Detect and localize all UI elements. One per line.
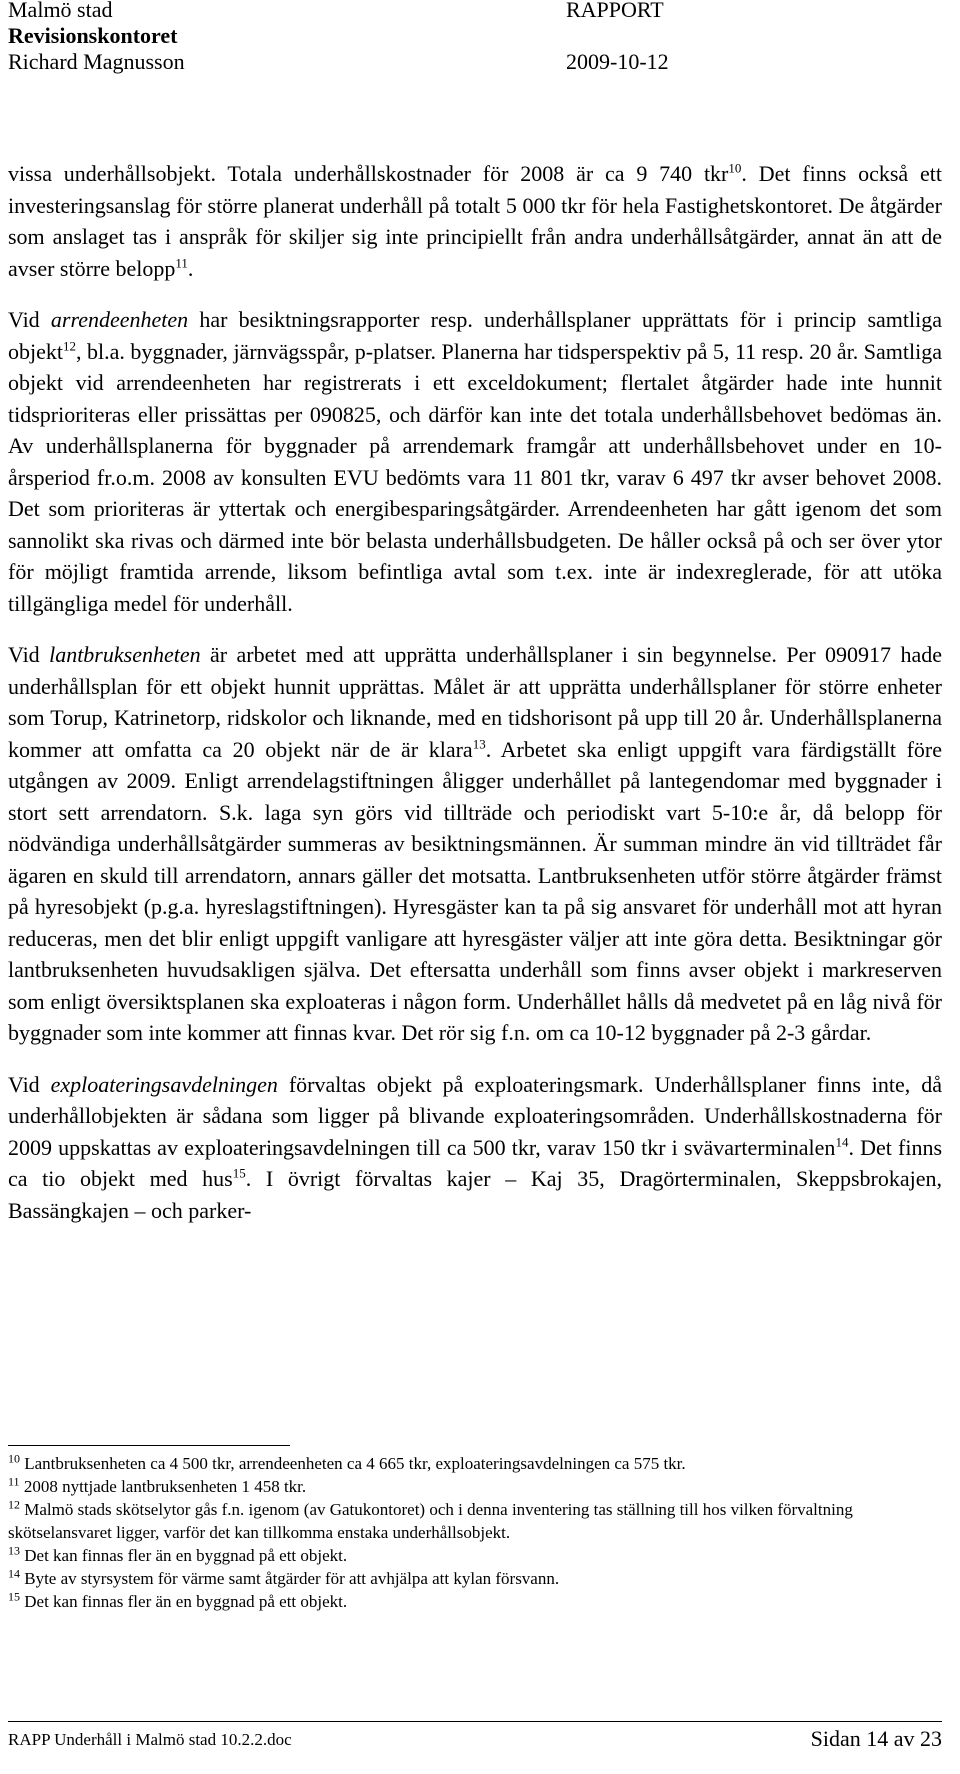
footnote-ref-10[interactable]: 10 [728,160,742,176]
report-date: 2009-10-12 [566,49,669,74]
body-text [8,158,942,1246]
footnote-ref-11[interactable]: 11 [175,255,188,271]
footnote-12: $^{12}$ Malmö stads skötselytor gås f.n. igenom (av Gatukontoret) och i denna inventering tas ställning till hos vilken förvaltning skötselansvaret ligger, varför det kan tillkomma enstaka underhållsobjekt. [8,1497,853,1542]
footnote-13: $^{13}$ Det kan finnas fler än en byggnad på ett objekt. [8,1543,348,1565]
footnote-ref-13[interactable]: 13 [472,736,486,752]
unit-name-lantbruksenheten: lantbruksenheten [49,642,201,667]
footer-filename: RAPP Underhåll i Malmö stad 10.2.2.doc [8,1730,292,1749]
page-number: Sidan 14 av 23 [810,1726,942,1751]
footnote-15: $^{15}$ Det kan finnas fler än en byggnad på ett objekt. [8,1589,348,1611]
doc-type: RAPPORT [566,0,664,22]
department: Revisionskontoret [8,23,178,48]
unit-name-arrendeenheten: arrendeenheten [50,307,189,332]
footnote-ref-14[interactable]: 14 [835,1134,849,1150]
paragraph-budget: vissa underhållsobjekt. Totala underhållskostnader för 2008 är ca 9 740 tkr$^{10}$. Det finns också ett investeringsanslag för större planerat underhåll på totalt 5 000 tkr för hela Fastighetskontoret. De åtgärder som anslaget tas i anspråk för skiljer sig inte principiellt från andra underhållsåtgärder, annat än att de avser större belopp$^{11}$. [8,160,942,281]
footnote-14: $^{14}$ Byte av styrsystem för värme samt åtgärder för att avhjälpa att kylan försvann. [8,1566,560,1588]
footnotes [8,1452,942,1613]
footnote-separator [8,1445,290,1446]
footnote-10: $^{10}$ Lantbruksenheten ca 4 500 tkr, arrendeenheten ca 4 665 tkr, exploateringsavdelningen ca 575 tkr. [8,1451,686,1473]
paragraph-lantbruksenheten: Vid lantbruksenheten är arbetet med att upprätta underhållsplaner i sin begynnelse. Per 090917 hade underhållsplan för ett objekt hunnit upprättas. Målet är att upprätta underhållsplaner för större enheter som Torup, Katrinetorp, ridskolor och liknande, med en tidshorisont på upp till 20 år. Underhållsplanerna kommer att omfatta ca 20 objekt när de är klara$^{13}$. Arbetet ska enligt uppgift vara färdigställt före utgången av 2009. Enligt arrendelagstiftningen åligger underhållet på lantegendomar med byggnader i stort sett arrendatorn. S.k. laga syn görs vid tillträde och periodiskt vart 5-10:e år, då belopp för nödvändiga underhållsåtgärder summeras av besiktningsmännen. Är summan mindre än vid tillträdet får ägaren en skuld till arrendatorn, annars gäller det motsatta. Lantbruksenheten utför större åtgärder främst på hyresobjekt (p.g.a. hyreslagstiftningen). Hyresgäster kan ta på sig ansvaret för underhåll mot att hyran reduceras, men det blir enligt uppgift vanligare att hyresgäster väljer att inte göra detta. Besiktningar gör lantbruksenheten huvudsakligen själva. Det eftersatta underhåll som finns avser objekt i markreserven som enligt översiktsplanen ska exploateras i någon form. Underhållet hålls då medvetet på en låg nivå för byggnader som inte kommer att finnas kvar. Det rör sig f.n. om ca 10-12 byggnader på 2-3 gårdar. [8,642,942,1045]
footnote-ref-15[interactable]: 15 [232,1165,246,1181]
org-name: Malmö stad [8,0,113,22]
paragraph-exploateringsavdelningen: Vid exploateringsavdelningen förvaltas objekt på exploateringsmark. Underhållsplaner finns inte, då underhållobjekten är sådana som ligger på blivande exploateringsområden. Underhållskostnaderna för 2009 uppskattas av exploateringsavdelningen till ca 500 tkr, varav 150 tkr i svävarterminalen$^{14}$. Det finns ca tio objekt med hus$^{15}$. I övrigt förvaltas kajer – Kaj 35, Dragörterminalen, Skeppsbrokajen, Bassängkajen – och parker- [8,1071,943,1223]
footer-separator [8,1721,942,1722]
footnote-ref-12[interactable]: 12 [63,338,76,354]
unit-name-exploateringsavdelningen: exploateringsavdelningen [50,1071,278,1097]
paragraph-arrendeenheten: Vid arrendeenheten har besiktningsrapporter resp. underhållsplaner upprättats för i princip samtliga objekt$^{12}$, bl.a. byggnader, järnvägsspår, p-platser. Planerna har tidsperspektiv på 5, 11 resp. 20 år. Samtliga objekt vid arrendeenheten har registrerats i ett exceldokument; flertalet åtgärder hade inte hunnit tidsprioriteras eller prissättas per 090825, och därför kan inte det totala underhållsbehovet bedömas än. Av underhållsplanerna för byggnader på arrendemark framgår att underhållsbehovet under en 10-årsperiod fr.o.m. 2008 av konsulten EVU bedömts vara 11 801 tkr, varav 6 497 tkr avser behovet 2008. Det som prioriteras är yttertak och energibesparingsåtgärder. Arrendeenheten har gått igenom det som sannolikt ska rivas och därmed inte bör belasta underhållsbudgeten. De håller också på och ser över ytor för möjligt framtida arrende, liksom befintliga avtal som t.ex. inte är indexreglerade, för att utöka tillgängliga medel för underhåll. [8,307,942,616]
author: Richard Magnusson [8,49,185,74]
footnote-11: $^{11}$ 2008 nyttjade lantbruksenheten 1 458 tkr. [8,1474,307,1496]
